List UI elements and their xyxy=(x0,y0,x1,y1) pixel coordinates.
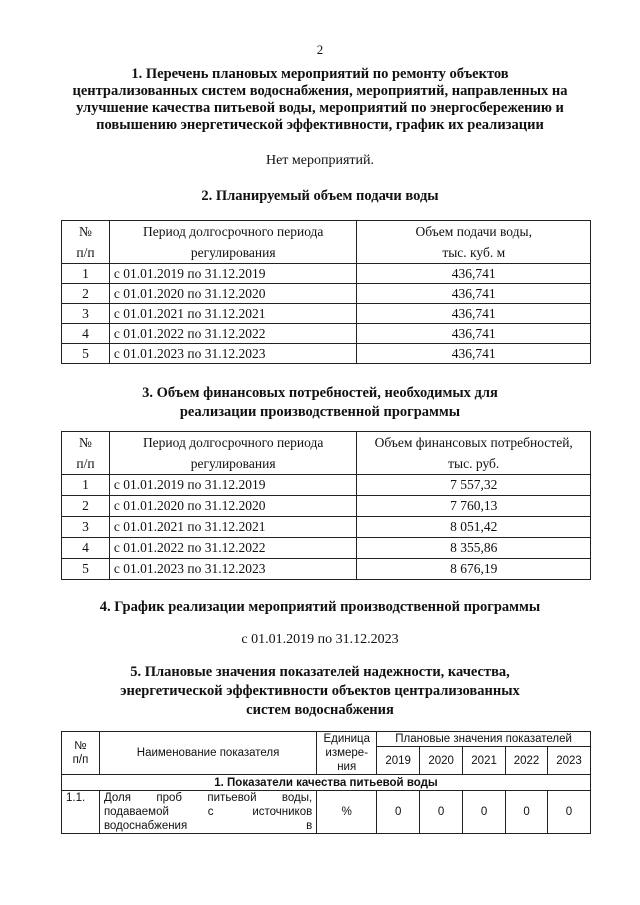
table-row xyxy=(62,284,591,304)
table-row xyxy=(62,559,591,580)
cell-value: 0 xyxy=(420,791,463,834)
header-text: регулирования xyxy=(190,456,276,471)
section1-title-line: централизованных систем водоснабжения, мероприятий, направленных на xyxy=(72,83,568,99)
section1-title-line: улучшение качества питьевой воды, мероприятий по энергосбережению и xyxy=(76,100,564,116)
indicator-name-line: водоснабжения в xyxy=(103,820,313,832)
header-indicator-name: Наименование показателя xyxy=(99,732,316,775)
header-volume xyxy=(357,221,591,264)
header-period xyxy=(109,432,357,475)
cell-value: 7 557,32 xyxy=(357,475,591,496)
header-amount xyxy=(357,432,591,475)
cell-num: 5 xyxy=(62,344,110,364)
header-text: Единица xyxy=(323,733,370,745)
section3-title-line: реализации производственной программы xyxy=(179,404,461,420)
header-text: Период долгосрочного периода xyxy=(142,435,324,450)
financial-needs-table xyxy=(61,431,591,580)
table-row xyxy=(62,791,591,834)
water-supply-table xyxy=(61,220,591,364)
header-text: тыс. руб. xyxy=(448,456,500,471)
table-row xyxy=(62,496,591,517)
cell-value: 7 760,13 xyxy=(357,496,591,517)
section5-title-line: энергетической эффективности объектов централизованных xyxy=(120,683,520,699)
header-text: ния xyxy=(337,761,357,773)
header-year: 2020 xyxy=(420,747,463,775)
cell-value: 8 355,86 xyxy=(357,538,591,559)
section2-title: 2. Планируемый объем подачи воды xyxy=(201,188,439,204)
cell-num: 1.1. xyxy=(62,791,100,834)
header-year: 2021 xyxy=(463,747,506,775)
cell-value: 0 xyxy=(463,791,506,834)
header-num xyxy=(62,221,110,264)
indicators-table xyxy=(61,731,591,834)
header-num xyxy=(62,732,100,775)
cell-num: 3 xyxy=(62,304,110,324)
cell-indicator-name xyxy=(99,791,316,834)
section4-title: 4. График реализации мероприятий производственной программы xyxy=(99,599,541,615)
cell-num: 5 xyxy=(62,559,110,580)
section4-text: с 01.01.2019 по 31.12.2023 xyxy=(241,632,399,647)
cell-period: с 01.01.2023 по 31.12.2023 xyxy=(109,344,357,364)
header-text: измере- xyxy=(325,747,369,759)
cell-num: 1 xyxy=(62,264,110,284)
cell-period: с 01.01.2020 по 31.12.2020 xyxy=(109,496,357,517)
header-text: № xyxy=(79,435,92,450)
table-row xyxy=(62,538,591,559)
header-text: № xyxy=(74,740,87,752)
indicator-name-line: Доля проб питьевой воды, xyxy=(103,792,313,804)
header-text: № xyxy=(79,224,92,239)
table-row xyxy=(62,324,591,344)
section5-title xyxy=(0,663,640,720)
cell-period: с 01.01.2019 по 31.12.2019 xyxy=(109,475,357,496)
header-year: 2022 xyxy=(506,747,548,775)
cell-value: 0 xyxy=(506,791,548,834)
header-unit xyxy=(317,732,377,775)
table-row xyxy=(62,517,591,538)
header-num xyxy=(62,432,110,475)
section5-title-line: систем водоснабжения xyxy=(246,702,394,718)
header-text: п/п xyxy=(76,245,95,260)
group-title: 1. Показатели качества питьевой воды xyxy=(62,775,591,791)
header-planned-values: Плановые значения показателей xyxy=(377,732,591,747)
header-text: регулирования xyxy=(190,245,276,260)
section5-title-line: 5. Плановые значения показателей надежности, качества, xyxy=(130,664,510,680)
cell-unit: % xyxy=(317,791,377,834)
table-header-row xyxy=(62,732,591,747)
cell-period: с 01.01.2019 по 31.12.2019 xyxy=(109,264,357,284)
header-text: Объем подачи воды, xyxy=(415,224,532,239)
table-row xyxy=(62,344,591,364)
header-text: тыс. куб. м xyxy=(442,245,506,260)
cell-period: с 01.01.2022 по 31.12.2022 xyxy=(109,324,357,344)
cell-period: с 01.01.2021 по 31.12.2021 xyxy=(109,304,357,324)
header-text: Период долгосрочного периода xyxy=(142,224,324,239)
table-row xyxy=(62,264,591,284)
cell-period: с 01.01.2023 по 31.12.2023 xyxy=(109,559,357,580)
table-header-row xyxy=(62,221,591,264)
cell-num: 2 xyxy=(62,284,110,304)
section3-title-line: 3. Объем финансовых потребностей, необходимых для xyxy=(142,385,498,401)
section1-text: Нет мероприятий. xyxy=(265,153,375,168)
indicator-name-line: подаваемой с источников xyxy=(103,806,313,818)
cell-value: 436,741 xyxy=(357,304,591,324)
section1-title xyxy=(0,66,640,134)
section1-title-line: 1. Перечень плановых мероприятий по ремонту объектов xyxy=(131,66,509,82)
cell-period: с 01.01.2020 по 31.12.2020 xyxy=(109,284,357,304)
cell-value: 436,741 xyxy=(357,324,591,344)
cell-num: 3 xyxy=(62,517,110,538)
cell-value: 436,741 xyxy=(357,284,591,304)
table-header-row xyxy=(62,432,591,475)
cell-value: 0 xyxy=(377,791,420,834)
header-text: п/п xyxy=(72,754,89,766)
cell-value: 436,741 xyxy=(357,264,591,284)
header-text: Объем финансовых потребностей, xyxy=(374,435,573,450)
cell-value: 8 676,19 xyxy=(357,559,591,580)
cell-num: 1 xyxy=(62,475,110,496)
cell-num: 2 xyxy=(62,496,110,517)
cell-num: 4 xyxy=(62,538,110,559)
cell-num: 4 xyxy=(62,324,110,344)
section3-title xyxy=(0,384,640,422)
page-number: 2 xyxy=(316,42,324,57)
table-row xyxy=(62,304,591,324)
header-year: 2019 xyxy=(377,747,420,775)
cell-value: 0 xyxy=(548,791,591,834)
header-text: п/п xyxy=(76,456,95,471)
cell-value: 8 051,42 xyxy=(357,517,591,538)
cell-period: с 01.01.2022 по 31.12.2022 xyxy=(109,538,357,559)
section1-title-line: повышению энергетической эффективности, график их реализации xyxy=(96,117,544,133)
cell-value: 436,741 xyxy=(357,344,591,364)
header-year: 2023 xyxy=(548,747,591,775)
group-row xyxy=(62,775,591,791)
header-period xyxy=(109,221,357,264)
cell-period: с 01.01.2021 по 31.12.2021 xyxy=(109,517,357,538)
table-row xyxy=(62,475,591,496)
